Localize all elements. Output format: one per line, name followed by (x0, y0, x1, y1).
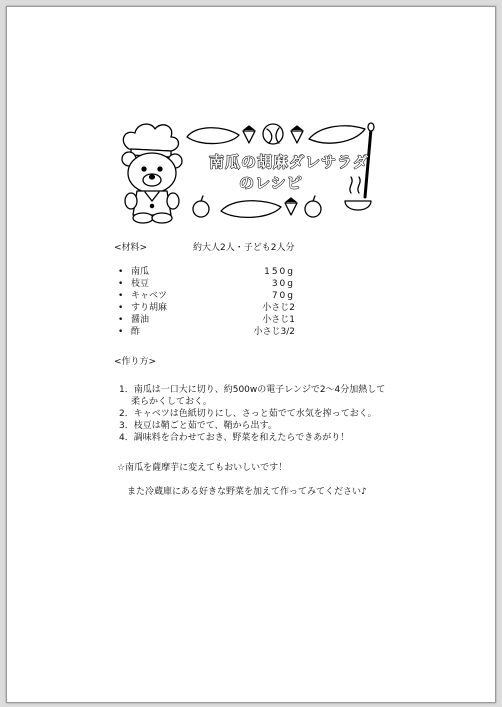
strawberry-icon (291, 126, 303, 143)
ingredient-amount: 150g (264, 267, 295, 277)
bullet: • (118, 303, 124, 313)
ingredient-amount: 30g (271, 279, 295, 289)
ingredient-name: すり胡麻 (131, 303, 168, 313)
onion-icon (305, 196, 321, 217)
bullet: • (118, 291, 124, 301)
ingredient-name: 酢 (131, 327, 141, 337)
bear-chef-icon (122, 152, 182, 223)
bullet: • (118, 267, 124, 277)
ingredient-name: 南瓜 (131, 267, 150, 277)
ingredient-name: 枝豆 (131, 279, 150, 289)
ingredient-name: キャベツ (131, 291, 168, 301)
method-step: 4．調味料を合わせておき、野菜を和えたらできあがり！ (119, 433, 350, 443)
recipe-subtitle: のレシピ (239, 174, 303, 192)
steam-icon (350, 177, 360, 193)
serving-size: 約大人2人・子ども2人分 (193, 243, 295, 253)
ingredient-amount: 小さじ3/2 (253, 327, 295, 337)
document-page (6, 6, 496, 703)
ingredients-heading: <材料> (114, 243, 148, 253)
cabbage-icon (263, 124, 283, 144)
sweet-potato-icon (221, 201, 281, 218)
strawberry-icon (285, 198, 297, 215)
method-step: 2．キャベツは色紙切りにし、さっと茹でて水気を搾っておく。 (119, 409, 377, 419)
bullet: • (118, 279, 124, 289)
pumpkin-slice-icon (309, 126, 365, 143)
bullet: • (118, 327, 124, 337)
tip-note: ☆南瓜を薩摩芋に変えてもおいしいです！ (117, 463, 288, 473)
method-step: 3．枝豆は鞘ごと茹でて、鞘から出す。 (119, 421, 277, 431)
strawberry-icon (243, 126, 255, 143)
bullet: • (118, 315, 124, 325)
recipe-title: 南瓜の胡麻ダレサラダ (209, 153, 369, 171)
ingredient-amount: 70g (271, 291, 295, 301)
ingredient-amount: 小さじ2 (262, 303, 295, 313)
onion-icon (193, 196, 209, 217)
sweet-potato-icon (187, 128, 239, 144)
ingredient-name: 醤油 (131, 315, 150, 325)
method-step: 1．南瓜は一口大に切り、約500wの電子レンジで2～4分加熱して (119, 385, 386, 395)
method-step-continued: 柔らかくしておく。 (131, 397, 212, 407)
tip-note: また冷蔵庫にある好きな野菜を加えて作ってみてください♪ (127, 487, 367, 497)
ingredient-amount: 小さじ1 (262, 315, 295, 325)
method-heading: <作り方> (114, 357, 157, 367)
